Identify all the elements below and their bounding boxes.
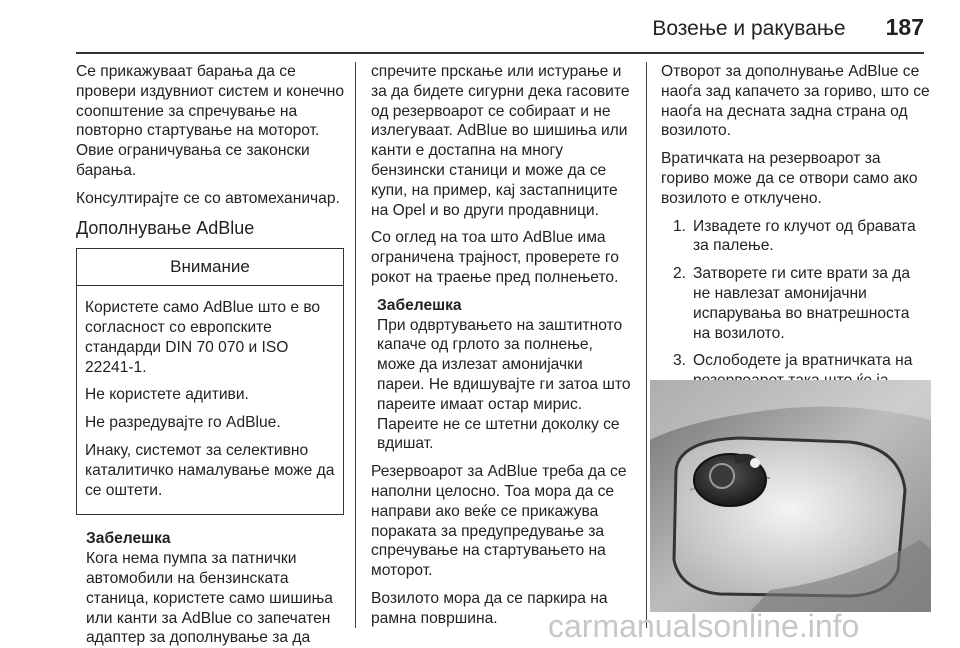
warning-box: [76, 248, 344, 515]
paragraph: Консултирајте се со автомеханичар.: [76, 189, 340, 207]
step-item: 1. Извадете го клучот од бравата за палење.: [673, 217, 916, 255]
warning-text: Не разредувајте го AdBlue.: [85, 414, 281, 432]
column-middle: [371, 62, 633, 637]
paragraph: Вратичката на резервоарот за гориво може да се отвори само ако возилото е отклучено.: [661, 150, 918, 207]
warning-text: Инаку, системот за селективно каталитичко намалување може да се оштети.: [85, 441, 335, 499]
header-rule: [76, 52, 924, 54]
header-title: Возење и ракување: [652, 17, 846, 40]
column-divider: [355, 62, 356, 628]
paragraph: Резервоарот за AdBlue треба да се наполни целосно. Тоа мора да се направи ако веќе се прикажува пораката за предупредување за спречување на стартувањето на моторот.: [371, 463, 627, 580]
fuel-door-photo: [650, 380, 931, 612]
page-number: 187: [885, 14, 924, 40]
column-left: [76, 62, 344, 648]
note-text: При одвртувањето на заштитното капаче од грлото за полнење, може да излезат амонијачки пареи. Не вдишувајте ги затоа што пареите имаат остар мирис. Пареите не се штетни доколку се вдишат.: [377, 316, 631, 453]
paragraph: Со оглед на тоа што AdBlue има ограничена трајност, проверете го рокот на траење пред полнењето.: [371, 229, 619, 286]
paragraph: Отворот за дополнување AdBlue се наоѓа зад капачето за гориво, што се наоѓа на десната задна страна од возилото.: [661, 63, 930, 140]
section-title: Дополнување AdBlue: [76, 217, 255, 238]
paragraph: спречите прскање или истурање и за да бидете сигурни дека гасовите од резервоарот се собираат и не излегуваат. AdBlue во шишиња или канти е достапна на многу бензински станици и може да се купи, на пример, кај застапниците на Opel и во други продавници.: [371, 63, 630, 219]
note-block: [371, 296, 633, 454]
paragraph: Возилото мора да се паркира на рамна површина.: [371, 589, 608, 627]
warning-body: [77, 286, 343, 514]
warning-title: Внимание: [77, 249, 343, 286]
column-right: [661, 62, 931, 419]
column-divider: [646, 62, 647, 628]
note-text: Кога нема пумпа за патнички автомобили на бензинската станица, користете само шишиња или канти за AdBlue со запечатен адаптер за дополнување за да: [86, 550, 333, 647]
page-header: [652, 14, 924, 41]
warning-text: Не користете адитиви.: [85, 386, 249, 404]
step-item: 2. Затворете ги сите врати за да не навлезат амонијачни испарувања во внатрешноста на возилото.: [673, 265, 911, 342]
warning-text: Користете само AdBlue што е во согласност со европските стандарди DIN 70 070 и ISO 22241-1.: [85, 299, 321, 376]
watermark: carmanualsonline.info: [548, 608, 860, 644]
fuel-filler-illustration: [650, 380, 931, 612]
step-item: 3. Ослободете ја вратничката на: [661, 351, 931, 410]
note-block: [76, 529, 344, 648]
paragraph: Се прикажуваат барања да се провери издувниот систем и конечно соопштение за спречување на повторно стартување на моторот. Овие ограничувања се законски барања.: [76, 63, 344, 179]
note-title: Забелешка: [86, 530, 171, 548]
note-title: Забелешка: [377, 296, 462, 314]
